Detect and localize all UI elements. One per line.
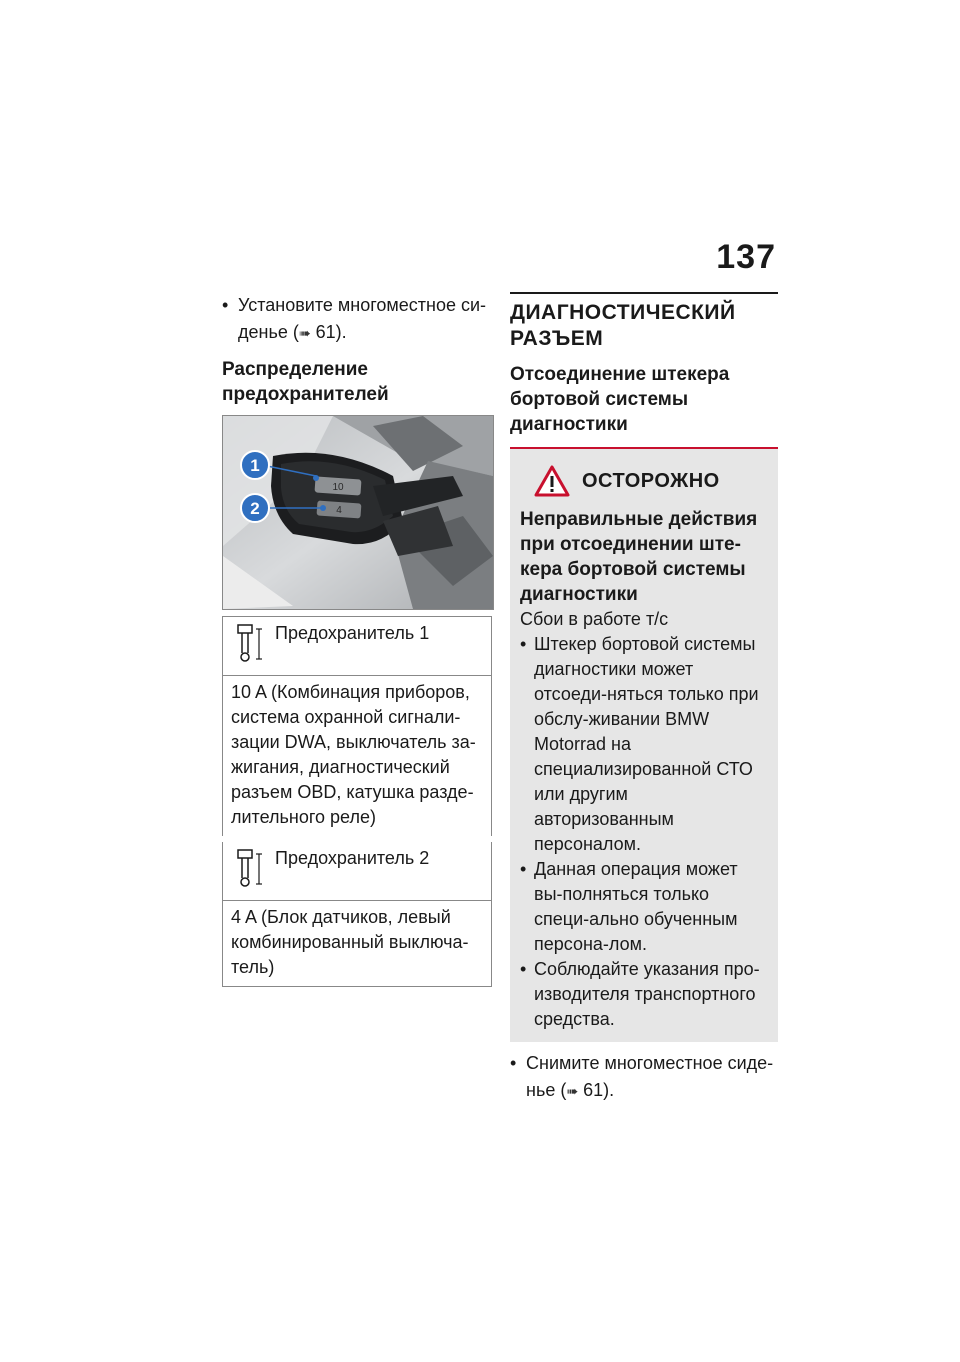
remove-seat-text: Снимите многоместное сиде-нье (	[526, 1053, 774, 1100]
fuse-1-header	[223, 617, 492, 676]
caution-label: ОСТОРОЖНО	[582, 469, 720, 492]
remove-seat-step	[510, 1050, 778, 1105]
diagnostic-connector-heading: ДИАГНОСТИЧЕСКИЙ РАЗЪЕМ	[510, 292, 778, 352]
caution-item-text: Данная операция может вы-полняться только специ-ально обученным персона-лом.	[534, 859, 738, 954]
caution-title: Неправильные действия при отсоединении ште-кера бортовой системы диагностики	[520, 509, 758, 605]
remove-seat-ref[interactable]: 61).	[583, 1080, 615, 1100]
fuse-2-rating: 4	[336, 505, 342, 516]
caution-item-text: Штекер бортовой системы диагностики может отсоеди-няться только при обслу-живании BMW Motorrad на специализированной СТО или другим авторизованным персоналом.	[534, 634, 759, 854]
caution-item: • Соблюдайте указания про-изводителя транспортного средства.	[520, 959, 760, 1029]
warning-triangle-icon	[534, 465, 570, 497]
page-ref-arrow-icon: ➠	[566, 1083, 579, 1099]
fuse-table	[222, 616, 492, 987]
fuse-box-photo	[222, 415, 494, 610]
fuse-2-description: 4 A (Блок датчиков, левый комбинированный выключа-тель)	[223, 901, 492, 987]
page-ref-arrow-icon: ➠	[298, 325, 311, 341]
fuse-2-header	[223, 839, 492, 901]
fuse-distribution-heading: Распределение предохранителей	[222, 359, 389, 405]
right-column	[510, 292, 778, 1105]
bullet-dot: •	[222, 295, 229, 315]
caution-item: • Данная операция может вы-полняться только специ-ально обученным персона-лом.	[520, 859, 738, 954]
fuse-1-description: 10 A (Комбинация приборов, система охранной сигнали-зации DWA, выключатель за-жигания, диагностический разъем OBD, катушка разде-лительного реле)	[223, 676, 492, 840]
fuse-icon	[235, 848, 265, 890]
install-seat-step	[222, 292, 494, 347]
fuse-1-rating: 10	[332, 482, 344, 493]
bullet-dot: •	[510, 1053, 517, 1073]
caution-consequence: Сбои в работе т/с	[520, 609, 669, 629]
fuse-icon	[235, 623, 265, 665]
caution-item: • Штекер бортовой системы диагностики может отсоеди-няться только при обслу-живании BMW Motorrad на специализированной СТО или другим авторизованным персоналом.	[520, 634, 759, 854]
disconnect-plug-heading: Отсоединение штекера бортовой системы диагностики	[510, 364, 730, 435]
install-seat-text: Установите многоместное си-деньe (	[238, 295, 487, 342]
caution-box	[510, 447, 778, 1042]
caution-header	[520, 463, 768, 499]
fuse-box-illustration	[223, 416, 493, 609]
left-column	[222, 292, 494, 987]
install-seat-ref[interactable]: 61).	[315, 322, 347, 342]
callout-2: 2	[250, 499, 260, 518]
fuse-2-title: Предохранитель 2	[275, 848, 430, 868]
callout-1: 1	[250, 456, 260, 475]
page-number: 137	[716, 238, 776, 276]
fuse-1-title: Предохранитель 1	[275, 623, 430, 643]
caution-item-text: Соблюдайте указания про-изводителя транспортного средства.	[534, 959, 760, 1029]
